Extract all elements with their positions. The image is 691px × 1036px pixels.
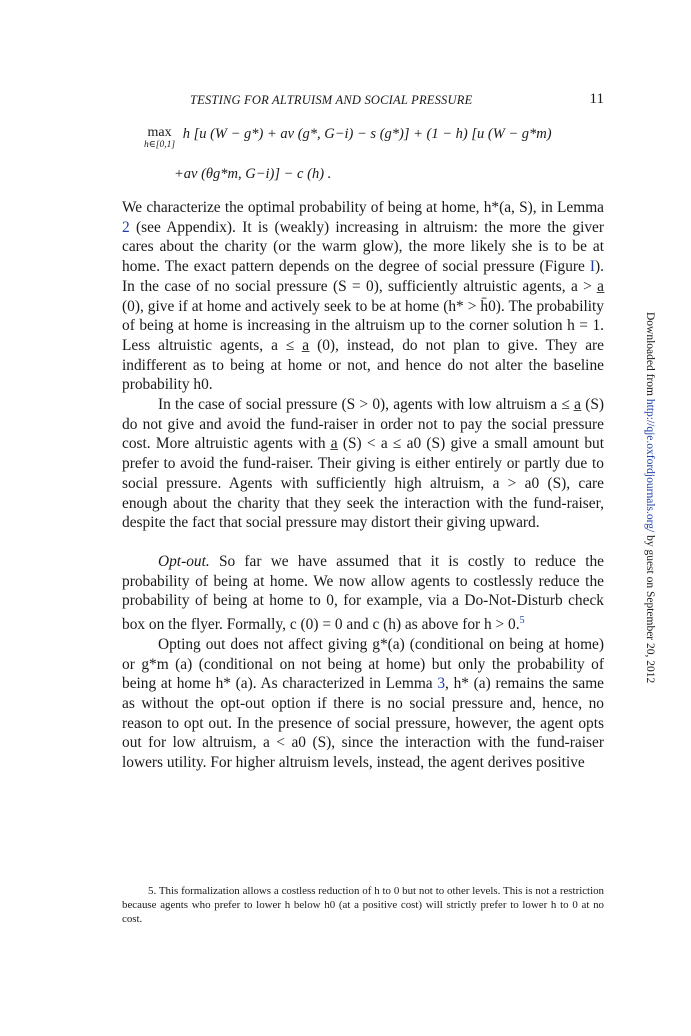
- paragraph-3: Opt-out. So far we have assumed that it is costly to reduce the probability of being at home. We now allow agents to costlessly reduce the probability of being at home to 0, for example, via a Do-Not-Disturb check box on the flyer. Formally, c (0) = 0 and c (h) as above for h > 0.$^5$: [122, 552, 604, 634]
- footnote-number: 5.: [148, 885, 157, 897]
- equation-line-1-text: h [u (W − g*) + av (g*, G−i) − s (g*)] + (1 − h) [u (W − g*m): [182, 126, 552, 142]
- max-subscript: h∈[0,1]: [144, 140, 176, 150]
- footnote-5-ref[interactable]: 5: [519, 615, 525, 627]
- paragraph-1: We characterize the optimal probability of being at home, h*(a, S), in Lemma 2 (see Appendix). It is (weakly) increasing in altruism: the more the giver cares about the charity (or the warm glow), the more likely she is to be at home. The exact pattern depends on the degree of social pressure (Figure I). In the case of no social pressure (S = 0), sufficiently altruistic agents, a > a̲ (0), give if at home and actively seek to be at home (h* > h̄0). The probability of being at home is increasing in the altruism up to the corner solution h = 1. Less altruistic agents, a ≤ a̲ (0), instead, do not plan to give. They are indifferent as to being at home or not, and hence do not alter the baseline probability h0.: [122, 199, 604, 394]
- download-notice: Downloaded from http://qje.oxfordjournals.org/ by guest on September 20, 2012: [644, 312, 656, 684]
- lemma-2-link[interactable]: 2: [122, 218, 130, 236]
- footnote: [122, 884, 604, 926]
- body-text: [122, 198, 604, 773]
- running-head: TESTING FOR ALTRUISM AND SOCIAL PRESSURE: [190, 93, 473, 107]
- max-operator: [144, 126, 175, 151]
- journal-url-link[interactable]: http://qje.oxfordjournals.org/: [644, 398, 656, 533]
- footnote-text: This formalization allows a costless reduction of h to 0 but not to other levels. This is not a restriction because agents who prefer to lower h below h0 (at a positive cost) will strictly prefer to lower h to 0 at no cost.: [122, 885, 604, 925]
- paragraph-4: Opting out does not affect giving g*(a) (conditional on being at home) or g*m (a) (conditional on not being at home) but only the probability of being at home h* (a). As characterized in Lemma 3, h* (a) remains the same as without the opt-out option if there is no social pressure and, hence, no reason to opt out. In the presence of social pressure, however, the agent opts out for low altruism, a < a0 (S), since the interaction with the fund-raiser lowers utility. For higher altruism levels, instead, the agent derives positive: [122, 635, 605, 772]
- paragraph-2: In the case of social pressure (S > 0), agents with low altruism a ≤ a̲ (S) do not give and avoid the fund-raiser in order not to pay the social pressure cost. More altruistic agents with a̲ (S) < a ≤ a0 (S) give a small amount but prefer to avoid the fund-raiser. Their giving is either entirely or partly due to social pressure. Agents with sufficiently high altruism, a > a0 (S), care enough about the charity that they seek the interaction with the fund-raiser, despite the fact that social pressure may distort their giving upward.: [122, 396, 604, 532]
- max-symbol: max: [147, 125, 172, 140]
- equation-line-2: +av (θg*m, G−i)] − c (h) .: [174, 166, 332, 182]
- page-number: 11: [589, 91, 604, 107]
- page-header: [128, 93, 604, 111]
- lemma-3-link[interactable]: 3: [437, 675, 446, 693]
- equation-line-1: [144, 126, 552, 151]
- section-title-opt-out: Opt-out.: [158, 552, 210, 570]
- figure-1-link[interactable]: I: [589, 258, 596, 276]
